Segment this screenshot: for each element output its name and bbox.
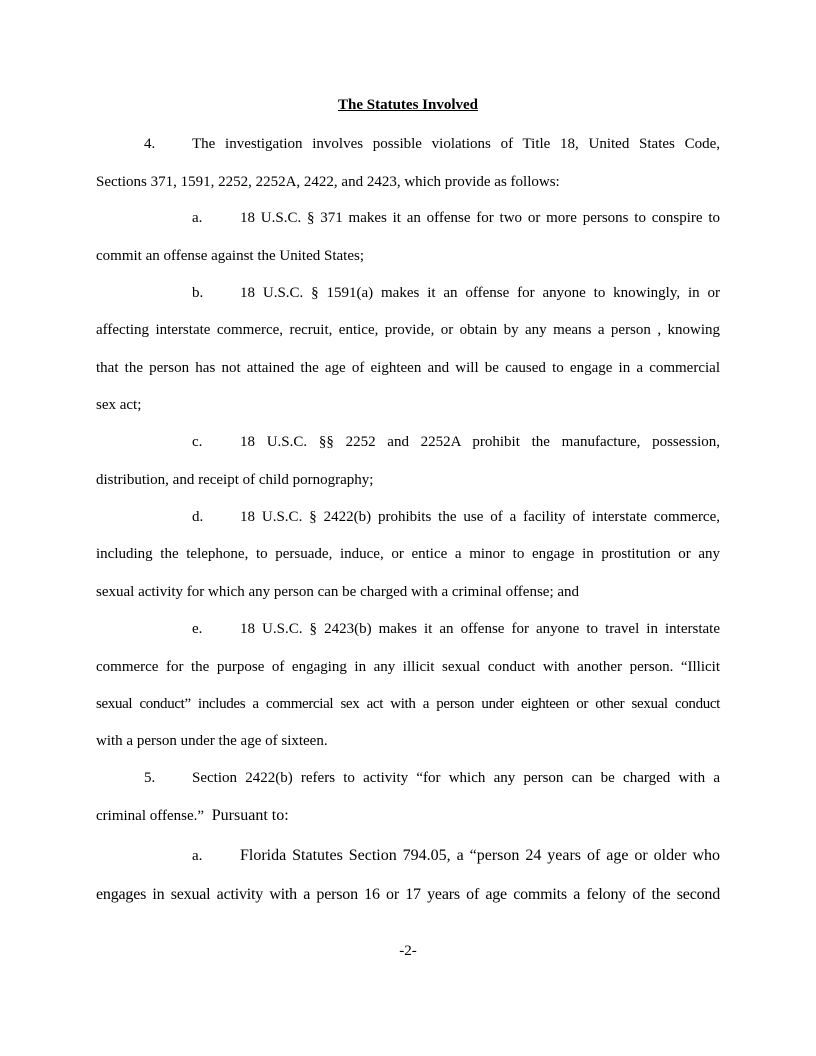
item-b-line-4: sex act; [96,397,142,413]
item-e-line-3: sexual conduct” includes a commercial sex act with a person under eighteen or other sexual conduct [96,696,720,712]
item-5a-line-2: engages in sexual activity with a person 16 or 17 years of age commits a felony of the second [96,886,720,903]
paragraph-number-4: 4. [144,136,156,152]
item-5a-line-1: Florida Statutes Section 794.05, a “person 24 years of age or older who [240,847,720,864]
item-a-line-2: commit an offense against the United States; [96,248,364,264]
item-e-letter: e. [192,621,203,637]
item-a-letter: a. [192,210,203,226]
item-a-line-1: 18 U.S.C. § 371 makes it an offense for two or more persons to conspire to [240,210,720,226]
item-d-line-3: sexual activity for which any person can be charged with a criminal offense; and [96,584,580,600]
paragraph-5-pursuant: Pursuant to: [211,807,289,824]
item-c-line-2: distribution, and receipt of child pornography; [96,472,374,488]
item-d-letter: d. [192,509,204,525]
item-e-line-2: commerce for the purpose of engaging in any illicit sexual conduct with another person. “Illicit [96,659,720,675]
paragraph-5-line-1: Section 2422(b) refers to activity “for which any person can be charged with a [192,770,720,786]
item-b-line-2: affecting interstate commerce, recruit, entice, provide, or obtain by any means a person , knowing [96,322,720,338]
item-c-letter: c. [192,434,203,450]
section-heading: The Statutes Involved [337,97,479,113]
item-d-line-2: including the telephone, to persuade, induce, or entice a minor to engage in prostitution or any [96,546,720,562]
item-e-line-4: with a person under the age of sixteen. [96,733,328,749]
paragraph-4-line-1: The investigation involves possible violations of Title 18, United States Code, [192,136,720,152]
item-5a-letter: a. [192,848,203,864]
paragraph-5-line-2 [96,806,720,826]
item-b-line-1: 18 U.S.C. § 1591(a) makes it an offense for anyone to knowingly, in or [240,285,720,301]
item-e-line-1: 18 U.S.C. § 2423(b) makes it an offense for anyone to travel in interstate [240,621,720,637]
item-d-line-1: 18 U.S.C. § 2422(b) prohibits the use of a facility of interstate commerce, [240,509,720,525]
item-b-line-3: that the person has not attained the age of eighteen and will be caused to engage in a commercial [96,360,720,376]
item-b-letter: b. [192,285,204,301]
paragraph-5-line-2-text: criminal offense.” [96,808,205,824]
paragraph-number-5: 5. [144,770,156,786]
page-number: -2- [399,943,417,959]
item-c-line-1: 18 U.S.C. §§ 2252 and 2252A prohibit the manufacture, possession, [240,434,720,450]
paragraph-4-line-2: Sections 371, 1591, 2252, 2252A, 2422, and 2423, which provide as follows: [96,174,560,190]
